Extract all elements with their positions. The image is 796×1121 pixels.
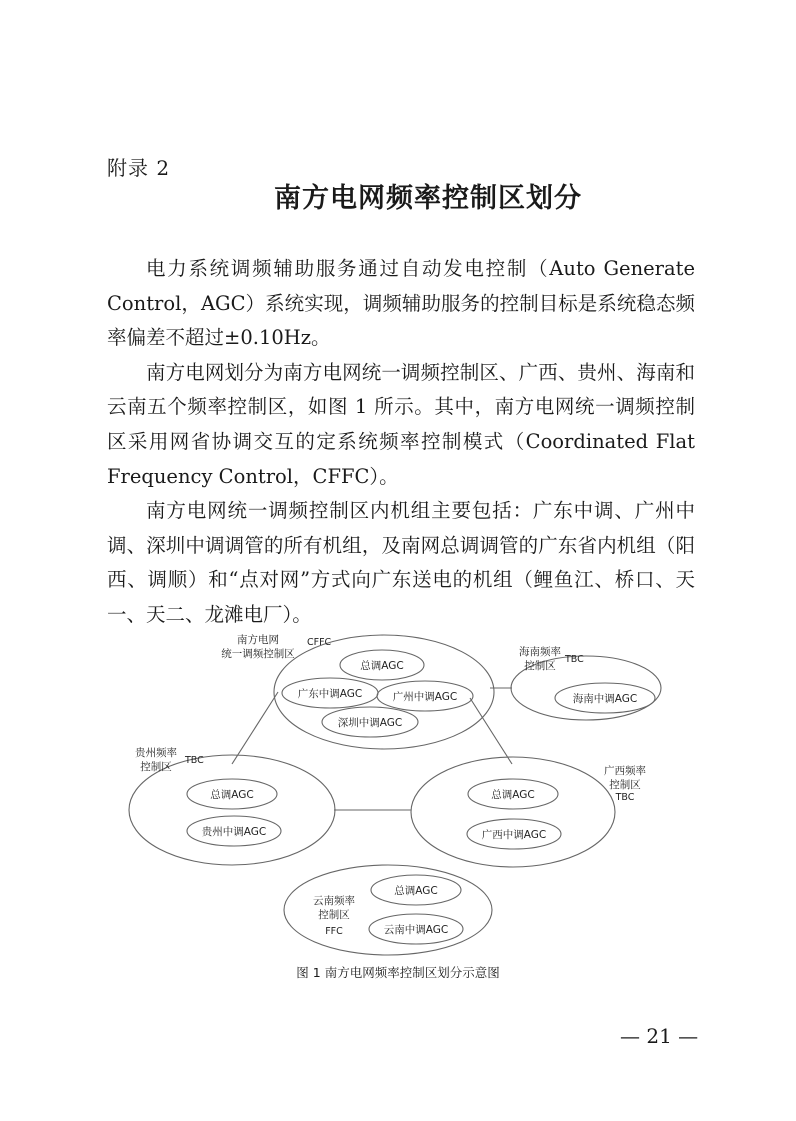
link-csg-guangxi [470,698,512,764]
csg-node-zongdiao-label: 总调AGC [360,660,404,672]
page-title: 南方电网频率控制区划分 [274,183,582,214]
csg-label-line2: 统一调频控制区 [221,648,295,660]
control-area-diagram [120,632,680,958]
paragraph-2: 南方电网划分为南方电网统一调频控制区、广西、贵州、海南和云南五个频率控制区，如图 1 所示。其中，南方电网统一调频控制区采用网省协调交互的定系统频率控制模式（Coordinated Flat Frequency Control，CFFC）。 [107,360,695,488]
figure-caption: 图 1 南方电网频率控制区划分示意图 [296,965,500,980]
guangxi-node-local-label: 广西中调AGC [481,829,547,841]
page-number: — 21 — [620,1024,699,1048]
appendix-label: 附录 2 [107,156,171,180]
link-csg-guizhou [232,692,278,764]
guizhou-node-local-label: 贵州中调AGC [201,826,267,838]
paragraph-3: 南方电网统一调频控制区内机组主要包括：广东中调、广州中调、深圳中调调管的所有机组，及南网总调调管的广东省内机组（阳西、调顺）和“点对网”方式向广东送电的机组（鲤鱼江、桥口、天一、天二、龙滩电厂）。 [107,499,695,626]
guangxi-region-ellipse [411,757,615,867]
csg-label-line1: 南方电网 [237,634,279,646]
paragraph-1: 电力系统调频辅助服务通过自动发电控制（Auto Generate Control，AGC）系统实现，调频辅助服务的控制目标是系统稳态频率偏差不超过±0.10Hz。 [107,257,695,350]
csg-node-guangzhou-label: 广州中调AGC [392,691,458,703]
yunnan-node-local-label: 云南中调AGC [383,924,449,936]
body-text [107,252,695,633]
guangxi-node-zongdiao-label: 总调AGC [491,789,535,801]
yunnan-mode: FFC [325,926,343,937]
yunnan-label-line2: 控制区 [318,909,350,921]
hainan-label-line2: 控制区 [524,660,556,672]
csg-node-guangdong-label: 广东中调AGC [297,688,363,700]
guizhou-label-line2: 控制区 [140,761,172,773]
guizhou-mode: TBC [185,755,204,766]
yunnan-node-zongdiao-label: 总调AGC [394,885,438,897]
guangxi-label-line2: 控制区 [609,779,641,791]
hainan-label-line1: 海南频率 [519,646,561,658]
guizhou-label-line1: 贵州频率 [135,747,177,759]
yunnan-label-line1: 云南频率 [313,895,355,907]
hainan-node-label: 海南中调AGC [572,693,638,705]
guangxi-mode: TBC [615,792,635,803]
guangxi-label-line1: 广西频率 [604,765,646,777]
csg-mode: CFFC [307,637,332,648]
csg-node-shenzhen-label: 深圳中调AGC [337,717,403,729]
hainan-mode: TBC [565,654,584,665]
guizhou-node-zongdiao-label: 总调AGC [210,789,254,801]
